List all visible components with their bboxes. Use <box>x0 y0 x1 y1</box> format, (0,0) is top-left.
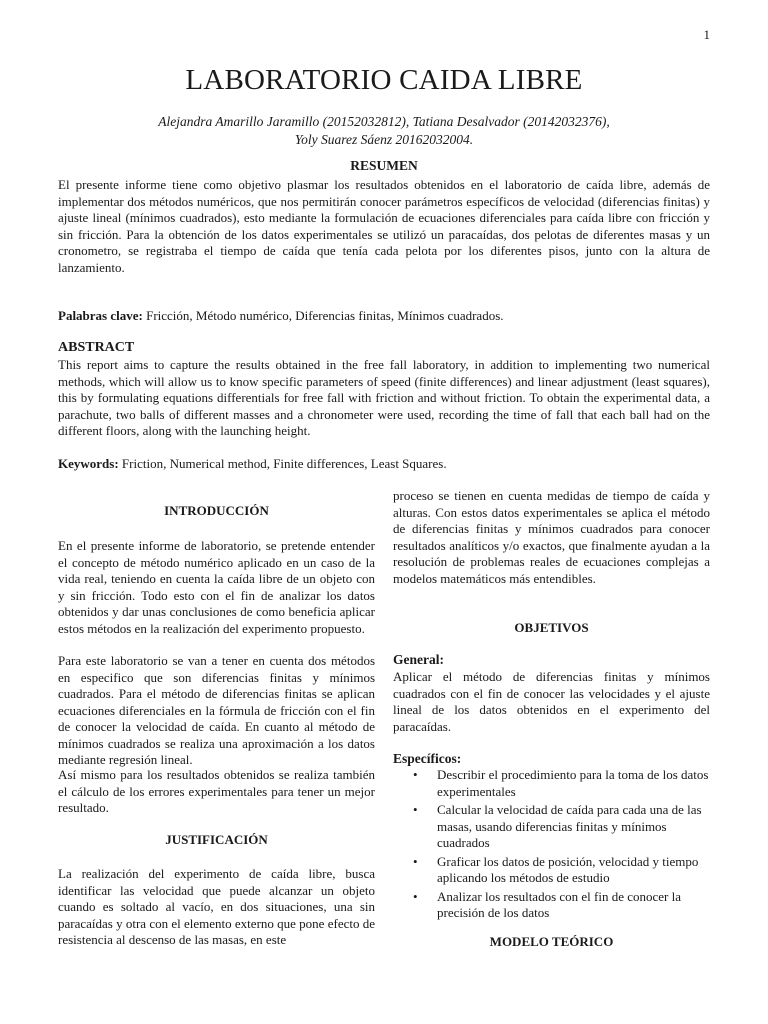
justificacion-paragraph-2: proceso se tienen en cuenta medidas de tiempo de caída y alturas. Con estos datos experimentales se aplica el método de diferencias finitas y mínimos cuadrados para conocer resultados analíticos y/o exactos, que finalmente ayudan a la resolución de problemas reales de ecuaciones complejas a modelos matemáticos más entendibles. <box>393 488 710 586</box>
especificos-label: Específicos: <box>393 751 462 766</box>
bullet-icon: • <box>413 767 418 782</box>
general-text: Aplicar el método de diferencias finitas y mínimos cuadrados con el fin de conocer las velocidades y el ajuste lineal de los datos obtenidos en el experimento del paracaídas. <box>393 669 710 734</box>
introduccion-paragraph-3: Así mismo para los resultados obtenidos se realiza también el cálculo de los errores experimentales para tener un mejor resultado. <box>58 767 375 815</box>
introduccion-paragraph-1: En el presente informe de laboratorio, se pretende entender el concepto de método numérico aplicado en un caso de la vida real, teniendo en cuenta la caída libre de un objeto con y sin fricción. Todo esto con el fin de analizar los datos obtenidos y dar unas conclusiones de como beneficia aplicar estos métodos en la realización del experimento propuesto. <box>58 538 375 636</box>
list-item <box>393 889 710 922</box>
authors-line-2: Yoly Suarez Sáenz 20162032004. <box>294 132 474 147</box>
keywords-text: Friction, Numerical method, Finite differences, Least Squares. <box>118 456 447 471</box>
abstract-heading: ABSTRACT <box>58 340 135 355</box>
justificacion-paragraph-1: La realización del experimento de caída libre, busca identificar las velocidad que puede alcanzar un objeto cuando es soltado al vacío, en dos situaciones, una sin paracaídas y otra con el elemento externo que pone efecto de resistencia al descenso de las masas, en este <box>58 866 375 947</box>
authors <box>120 113 648 149</box>
modelo-teorico-heading: MODELO TEÓRICO <box>489 934 614 949</box>
general-label: General: <box>393 652 444 667</box>
abstract-text: This report aims to capture the results obtained in the free fall laboratory, in addition to implementing two numerical methods, which will allow us to know specific parameters of speed (finite differences) and linear adjustment (least squares), this by formulating equations differentials for free fall with friction and without friction. To obtain the experimental data, a parachute, two balls of different masses and a chronometer were used, recording the time of fall that each ball had on the different floors, along with the launching height. <box>58 357 710 438</box>
justificacion-heading: JUSTIFICACIÓN <box>165 832 268 847</box>
keywords <box>58 456 710 473</box>
especifico-2: Calcular la velocidad de caída para cada una de las masas, usando diferencias finitas y mínimos cuadrados <box>437 802 702 850</box>
especifico-4: Analizar los resultados con el fin de conocer la precisión de los datos <box>437 888 682 920</box>
bullet-icon: • <box>413 802 418 817</box>
especifico-3: Graficar los datos de posición, velocidad y tiempo aplicando los métodos de estudio <box>437 853 699 885</box>
resumen-heading: RESUMEN <box>350 158 418 173</box>
palabras-clave-label: Palabras clave: <box>58 308 143 323</box>
list-item <box>393 767 710 800</box>
especifico-1: Describir el procedimiento para la toma de los datos experimentales <box>437 767 709 799</box>
introduccion-heading: INTRODUCCIÓN <box>164 503 269 518</box>
objetivos-heading: OBJETIVOS <box>514 620 589 635</box>
list-item <box>393 854 710 887</box>
introduccion-paragraph-2: Para este laboratorio se van a tener en cuenta dos métodos en especifico que son diferencias finitas y mínimos cuadrados. Para el método de diferencias finitas se aplican ecuaciones diferenciales en la fórmula de fricción con el fin de conocer la velocidad de caída. En cuanto al método de mínimos cuadrados se realiza una aproximación a los datos mediante regresión lineal. <box>58 653 375 767</box>
document-title: LABORATORIO CAIDA LIBRE <box>185 64 583 96</box>
palabras-clave <box>58 308 710 325</box>
authors-line-1: Alejandra Amarillo Jaramillo (20152032812), Tatiana Desalvador (20142032376), <box>158 114 610 129</box>
keywords-label: Keywords: <box>58 456 119 471</box>
resumen-text: El presente informe tiene como objetivo plasmar los resultados obtenidos en el laboratorio de caída libre, además de implementar dos métodos numéricos, que nos permitirán conocer parámetros específicos de velocidad (diferencias finitas) y ajuste lineal (mínimos cuadrados), esto mediante la formulación de ecuaciones diferenciales para caída libre con fricción y sin fricción. Para la obtención de los datos experimentales se utilizó un paracaídas, dos pelotas de diferentes masas y un cronometro, se registraba el tiempo de caída que tenía cada pelota por los diferentes pisos, junto con la altura de lanzamiento. <box>58 177 710 275</box>
especificos-list <box>393 767 710 924</box>
bullet-icon: • <box>413 888 418 904</box>
bullet-icon: • <box>413 853 418 869</box>
palabras-clave-text: Fricción, Método numérico, Diferencias finitas, Mínimos cuadrados. <box>142 308 504 323</box>
list-item <box>393 802 710 852</box>
page-number: 1 <box>703 27 710 42</box>
